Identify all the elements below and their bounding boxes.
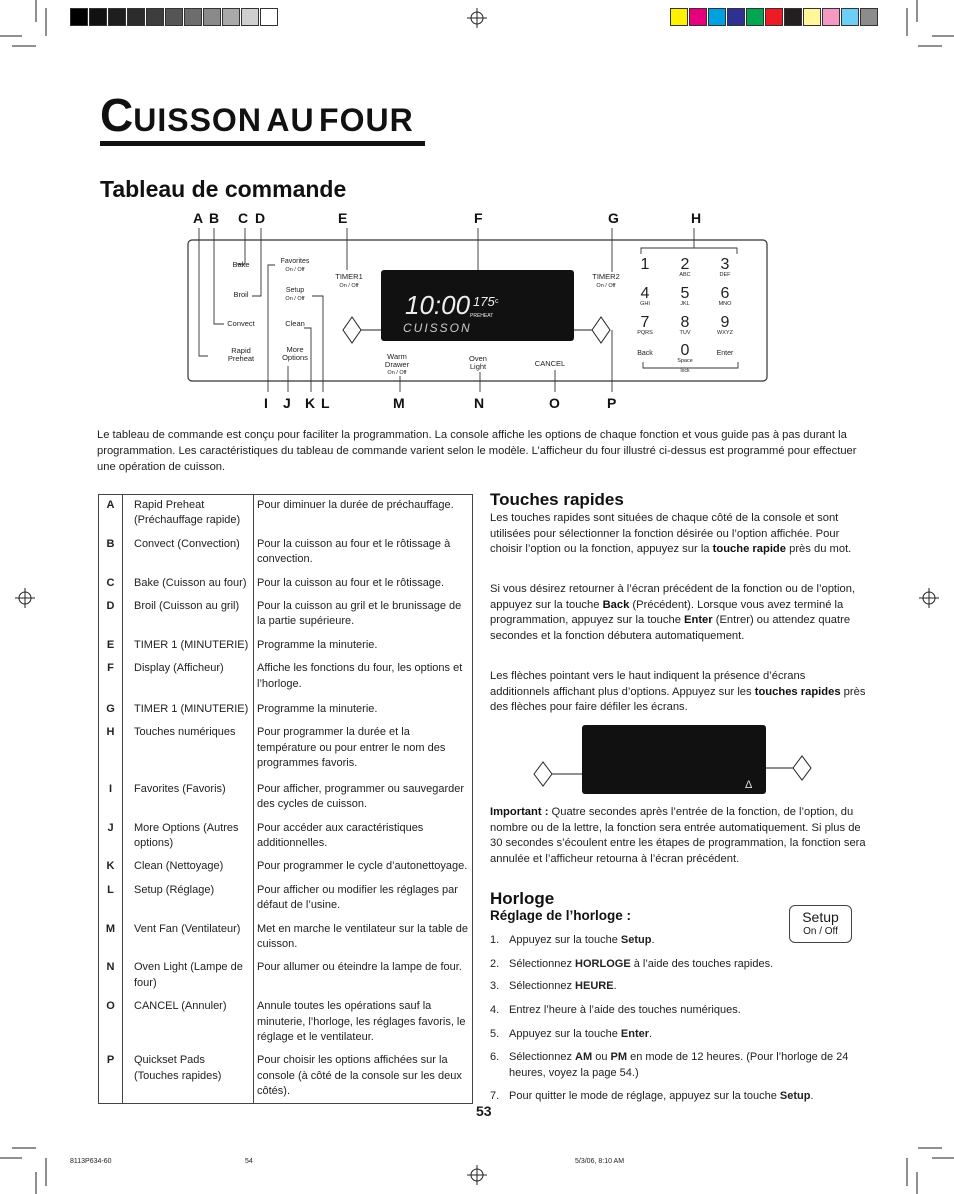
command-key: L bbox=[99, 879, 123, 918]
key-7: 7 bbox=[640, 314, 650, 331]
command-key: I bbox=[99, 776, 123, 817]
command-key: F bbox=[99, 657, 123, 696]
step-bold: Setup bbox=[620, 934, 652, 946]
step-end: . bbox=[651, 934, 655, 946]
footer-right: 5/3/06, 8:10 AM bbox=[575, 1158, 625, 1165]
pad-setup-sub: On / Off bbox=[285, 296, 305, 302]
command-key: H bbox=[99, 721, 123, 775]
command-key: G bbox=[99, 696, 123, 721]
footer-mid: 54 bbox=[245, 1158, 253, 1165]
key-7-letters: PQRS bbox=[637, 330, 653, 336]
key-2-letters: ABC bbox=[679, 272, 691, 278]
table-row bbox=[99, 572, 473, 595]
step-bold: Enter bbox=[620, 1028, 650, 1040]
key-8: 8 bbox=[680, 314, 690, 331]
step-text: Appuyez sur la touche bbox=[509, 1028, 621, 1040]
step-num: 6. bbox=[490, 1051, 500, 1063]
step-bold-am: AM bbox=[575, 1051, 593, 1063]
pad-warm: Warm bbox=[387, 352, 407, 361]
pad-timer1: TIMER1 bbox=[335, 272, 363, 281]
step-bold: HEURE bbox=[575, 980, 614, 992]
important-label: Important : bbox=[490, 806, 549, 818]
display-time: 10:00 bbox=[405, 290, 471, 320]
table-row bbox=[99, 995, 473, 1049]
pad-options: Options bbox=[282, 353, 308, 362]
step-end: . bbox=[649, 1028, 653, 1040]
key-6: 6 bbox=[720, 285, 730, 302]
touches-p2-enter: Enter bbox=[684, 614, 713, 627]
pad-bake: Bake bbox=[232, 260, 250, 269]
right-arrow-pad bbox=[793, 756, 811, 780]
pad-preheat: Preheat bbox=[227, 354, 255, 363]
table-row bbox=[99, 495, 473, 533]
callout-n: N bbox=[474, 395, 485, 411]
setup-pad-label: Setup bbox=[802, 909, 839, 925]
touches-p2-mid: (Précédent). Lorsque vous avez terminé la programmation, appuyez sur la touche bbox=[490, 598, 844, 627]
command-table bbox=[98, 494, 473, 1104]
command-desc: Pour programmer le cycle d’autonettoyage. bbox=[254, 855, 473, 878]
command-desc: Pour diminuer la durée de préchauffage. bbox=[254, 495, 473, 533]
key-2: 2 bbox=[680, 256, 690, 273]
callout-d: D bbox=[255, 210, 266, 226]
touches-p1-text: Les touches rapides sont situées de chaque côté de la console et sont utilisées pour sélectionner la fonction désirée ou l’option affichée. Pour choisir l’option ou la fonction, appuyez sur la bbox=[490, 512, 840, 556]
title-rest: UISSON bbox=[133, 102, 262, 138]
key-9: 9 bbox=[720, 314, 730, 331]
command-name: Oven Light (Lampe de four) bbox=[123, 956, 254, 995]
pad-more: More bbox=[286, 345, 304, 354]
step-end: en mode de 12 heures. (Pour l’horloge de 24 heures, voyez la page 54.) bbox=[509, 1051, 849, 1079]
step-num: 2. bbox=[490, 958, 500, 970]
command-desc: Pour la cuisson au four et le rôtissage. bbox=[254, 572, 473, 595]
touches-p2-back: Back bbox=[602, 598, 630, 611]
horloge-subheading: Réglage de l’horloge : bbox=[490, 908, 632, 923]
command-key: O bbox=[99, 995, 123, 1049]
key-6-letters: MNO bbox=[718, 301, 732, 307]
command-name: Rapid Preheat (Préchauffage rapide) bbox=[123, 495, 254, 533]
key-5: 5 bbox=[680, 285, 690, 302]
title-word-au: AU bbox=[266, 102, 315, 138]
step-end: . bbox=[810, 1090, 814, 1102]
pad-light: Light bbox=[469, 362, 487, 371]
callout-h: H bbox=[691, 210, 702, 226]
horloge-heading: Horloge bbox=[490, 889, 555, 908]
important-text: Quatre secondes après l’entrée de la fonction, de l’option, du nombre ou de la lettre, la fonction sera entrée automatiquement. Si plus de 30 secondes s’écoulent entre les étapes de programmation, la fonction sera annulée et l’afficheur retourna à l’écran précédent. bbox=[490, 806, 866, 865]
callout-j: J bbox=[283, 395, 291, 411]
command-name: Broil (Cuisson au gril) bbox=[123, 595, 254, 634]
command-key: C bbox=[99, 572, 123, 595]
pad-rapid: Rapid bbox=[231, 346, 251, 355]
table-row bbox=[99, 533, 473, 572]
table-row bbox=[99, 634, 473, 657]
pad-clean: Clean bbox=[285, 319, 305, 328]
key-9-letters: WXYZ bbox=[717, 330, 733, 336]
step-text: Sélectionnez bbox=[509, 1051, 576, 1063]
touches-p3-end: près des flèches pour faire défiler les écrans. bbox=[490, 685, 866, 714]
step-num: 1. bbox=[490, 934, 500, 946]
pad-cancel: CANCEL bbox=[534, 359, 566, 368]
command-key: P bbox=[99, 1049, 123, 1103]
registration-mark-bottom bbox=[467, 1165, 487, 1185]
command-desc: Affiche les fonctions du four, les options et l’horloge. bbox=[254, 657, 473, 696]
small-display bbox=[582, 725, 766, 794]
key-back: Back bbox=[637, 350, 653, 357]
command-key: B bbox=[99, 533, 123, 572]
table-row bbox=[99, 696, 473, 721]
touches-p1-end: près du mot. bbox=[786, 543, 852, 556]
pad-timer1-sub: On / Off bbox=[339, 283, 359, 289]
important-paragraph bbox=[490, 805, 866, 867]
callout-l: L bbox=[321, 395, 330, 411]
page-number: 53 bbox=[476, 1103, 492, 1119]
command-name: Quickset Pads (Touches rapides) bbox=[123, 1049, 254, 1103]
command-desc: Pour allumer ou éteindre la lampe de four. bbox=[254, 956, 473, 995]
scroll-display-illustration bbox=[530, 722, 816, 798]
control-panel-diagram bbox=[0, 0, 954, 430]
step-end: à l’aide des touches rapides. bbox=[630, 958, 774, 970]
key-5-letters: JKL bbox=[680, 301, 690, 307]
callout-a: A bbox=[193, 210, 204, 226]
footer-left: 8113P634-60 bbox=[70, 1158, 112, 1165]
command-name: Bake (Cuisson au four) bbox=[123, 572, 254, 595]
display-word: CUISSON bbox=[403, 321, 472, 335]
title-word-four: FOUR bbox=[319, 102, 414, 138]
intro-paragraph: Le tableau de commande est conçu pour faciliter la programmation. La console affiche les options de chaque fonction et vous guide pas à pas durant la programmation. Les caractéristiques du tableau de commande varient selon le modèle. L’afficheur du four illustré ci-dessus est programmé pour effectuer une opération de cuisson. bbox=[97, 429, 857, 473]
touches-p3-text: Les flèches pointant vers le haut indiquent la présence d’écrans additionnels affichant plus d’options. Appuyez sur les bbox=[490, 670, 806, 698]
step-num: 7. bbox=[490, 1090, 500, 1102]
key-space: Space bbox=[677, 358, 693, 364]
registration-mark-left bbox=[15, 588, 35, 608]
step-mid: ou bbox=[592, 1051, 611, 1063]
left-arrow-pad bbox=[534, 762, 552, 786]
step-end: . bbox=[613, 980, 617, 992]
callout-m: M bbox=[393, 395, 405, 411]
command-key: E bbox=[99, 634, 123, 657]
touches-p2 bbox=[490, 582, 866, 644]
key-lock: lock bbox=[680, 368, 690, 374]
callout-e: E bbox=[338, 210, 348, 226]
key-8-letters: TUV bbox=[679, 330, 691, 336]
command-name: Touches numériques bbox=[123, 721, 254, 775]
table-row bbox=[99, 918, 473, 957]
command-desc: Pour la cuisson au four et le rôtissage à convection. bbox=[254, 533, 473, 572]
key-3: 3 bbox=[720, 256, 730, 273]
table-row bbox=[99, 595, 473, 634]
table-row bbox=[99, 1049, 473, 1103]
command-name: Convect (Convection) bbox=[123, 533, 254, 572]
step-text: Sélectionnez bbox=[509, 958, 576, 970]
key-enter: Enter bbox=[716, 350, 734, 357]
step-bold-pm: PM bbox=[610, 1051, 628, 1063]
key-4: 4 bbox=[640, 285, 650, 302]
command-key: K bbox=[99, 855, 123, 878]
step-text: Appuyez sur la touche bbox=[509, 934, 621, 946]
table-row bbox=[99, 776, 473, 817]
command-key: D bbox=[99, 595, 123, 634]
step-bold: HORLOGE bbox=[575, 958, 631, 970]
step-num: 3. bbox=[490, 980, 500, 992]
step-num: 4. bbox=[490, 1004, 500, 1016]
table-row bbox=[99, 956, 473, 995]
touches-heading: Touches rapides bbox=[490, 490, 624, 509]
touches-p3 bbox=[490, 669, 866, 716]
pad-drawer: Drawer bbox=[384, 360, 410, 369]
pad-favorites-sub: On / Off bbox=[285, 267, 305, 273]
callout-g: G bbox=[608, 210, 619, 226]
callout-p: P bbox=[607, 395, 617, 411]
touches-p2-end: (Entrer) ou attendez quatre secondes et la fonction débutera automatiquement. bbox=[490, 614, 851, 642]
registration-mark-right bbox=[919, 588, 939, 608]
command-name: Setup (Réglage) bbox=[123, 879, 254, 918]
key-0: 0 bbox=[680, 342, 690, 359]
step-text: Entrez l’heure à l’aide des touches numériques. bbox=[509, 1004, 741, 1016]
command-name: TIMER 1 (MINUTERIE) bbox=[123, 696, 254, 721]
pad-favorites: Favorites bbox=[280, 258, 310, 265]
command-key: M bbox=[99, 918, 123, 957]
step-text: Sélectionnez bbox=[509, 980, 576, 992]
callout-i: I bbox=[264, 395, 268, 411]
command-key: J bbox=[99, 817, 123, 856]
display-temp-unit: c bbox=[495, 298, 499, 305]
title-initial: C bbox=[100, 89, 134, 141]
touches-p2-text: Si vous désirez retourner à l’écran précédent de la fonction ou de l’option, appuyez sur la touche bbox=[490, 583, 856, 611]
table-row bbox=[99, 721, 473, 775]
display-temp: 175 bbox=[473, 294, 495, 309]
step-bold: Setup bbox=[779, 1090, 811, 1102]
key-4-letters: GHI bbox=[640, 301, 650, 307]
key-1: 1 bbox=[640, 256, 650, 273]
command-desc: Programme la minuterie. bbox=[254, 634, 473, 657]
callout-k: K bbox=[305, 395, 316, 411]
command-name: TIMER 1 (MINUTERIE) bbox=[123, 634, 254, 657]
pad-warm-sub: On / Off bbox=[387, 370, 407, 376]
command-desc: Programme la minuterie. bbox=[254, 696, 473, 721]
callout-c: C bbox=[238, 210, 249, 226]
command-desc: Pour afficher, programmer ou sauvegarder des cycles de cuisson. bbox=[254, 776, 473, 817]
command-desc: Pour afficher ou modifier les réglages par défaut de l’usine. bbox=[254, 879, 473, 918]
pad-broil: Broil bbox=[233, 290, 249, 299]
key-3-letters: DEF bbox=[719, 272, 731, 278]
command-desc: Annule toutes les opérations sauf la minuterie, l’horloge, les réglages favoris, le réglage et le ventilateur. bbox=[254, 995, 473, 1049]
step-text: Pour quitter le mode de réglage, appuyez sur la touche bbox=[509, 1090, 780, 1102]
section-title: Tableau de commande bbox=[100, 176, 347, 202]
command-desc: Pour accéder aux caractéristiques additionnelles. bbox=[254, 817, 473, 856]
command-name: Display (Afficheur) bbox=[123, 657, 254, 696]
command-name: Favorites (Favoris) bbox=[123, 776, 254, 817]
command-desc: Pour choisir les options affichées sur la console (à côté de la console sur les deux côtés). bbox=[254, 1049, 473, 1103]
up-arrow-indicator-icon: Δ bbox=[745, 779, 753, 791]
pad-timer2: TIMER2 bbox=[592, 272, 620, 281]
command-name: More Options (Autres options) bbox=[123, 817, 254, 856]
command-name: Clean (Nettoyage) bbox=[123, 855, 254, 878]
pad-timer2-sub: On / Off bbox=[596, 283, 616, 289]
table-row bbox=[99, 657, 473, 696]
pad-oven: Oven bbox=[469, 354, 487, 363]
pad-convect: Convect bbox=[227, 319, 255, 328]
command-desc: Pour programmer la durée et la température ou pour entrer le nom des programmes favoris. bbox=[254, 721, 473, 775]
table-row bbox=[99, 817, 473, 856]
step-num: 5. bbox=[490, 1028, 500, 1040]
table-row bbox=[99, 855, 473, 878]
command-desc: Pour la cuisson au gril et le brunissage de la partie supérieure. bbox=[254, 595, 473, 634]
command-name: Vent Fan (Ventilateur) bbox=[123, 918, 254, 957]
callout-b: B bbox=[209, 210, 220, 226]
command-key: A bbox=[99, 495, 123, 533]
touches-p1-bold: touche rapide bbox=[712, 543, 786, 556]
pad-setup: Setup bbox=[285, 287, 305, 294]
callout-f: F bbox=[474, 210, 483, 226]
touches-p1 bbox=[490, 511, 866, 558]
command-name: CANCEL (Annuler) bbox=[123, 995, 254, 1049]
table-row bbox=[99, 879, 473, 918]
command-key: N bbox=[99, 956, 123, 995]
setup-pad-sub: On / Off bbox=[803, 926, 838, 937]
command-desc: Met en marche le ventilateur sur la table de cuisson. bbox=[254, 918, 473, 957]
callout-o: O bbox=[549, 395, 560, 411]
display-preheat: PREHEAT bbox=[470, 313, 494, 319]
touches-p3-bold: touches rapides bbox=[754, 685, 841, 698]
